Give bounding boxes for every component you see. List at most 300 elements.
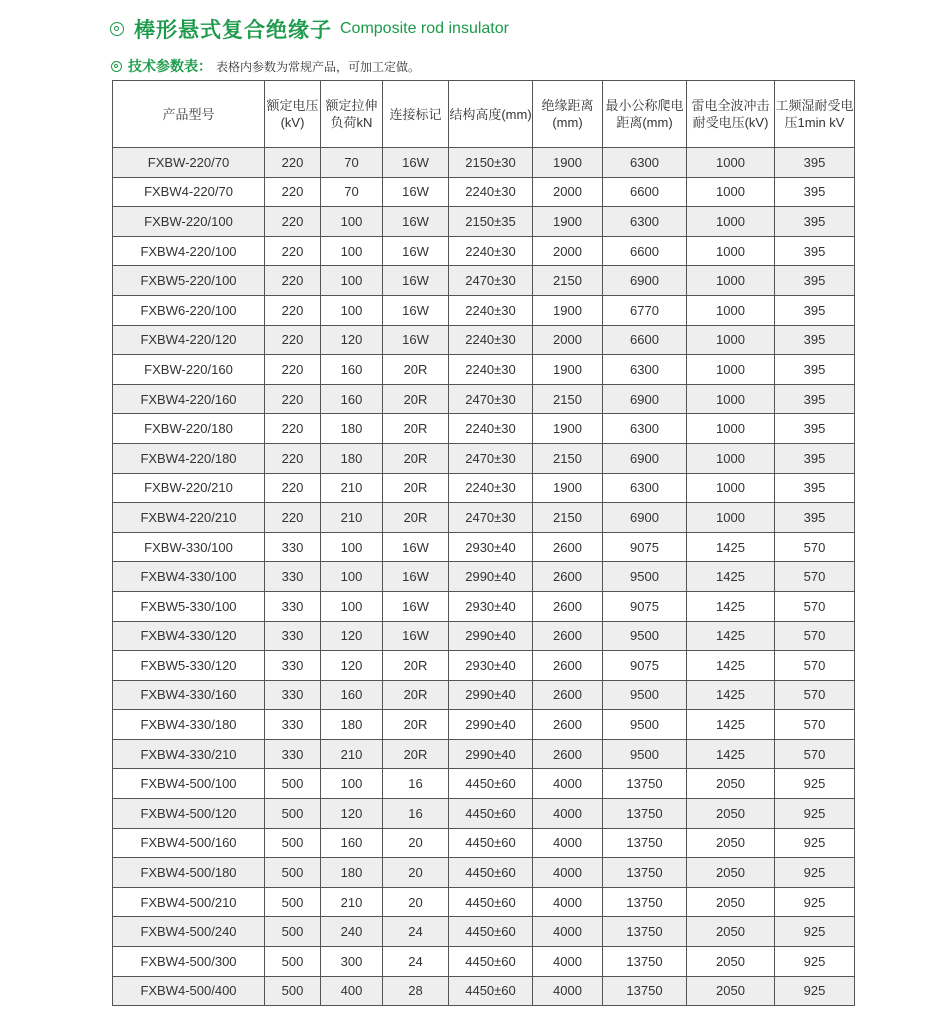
table-cell: 6600: [603, 177, 687, 207]
table-cell: 28: [383, 976, 449, 1006]
table-row: [113, 443, 855, 473]
table-cell: 20R: [383, 710, 449, 740]
table-cell: FXBW-220/100: [113, 207, 265, 237]
table-cell: 20R: [383, 355, 449, 385]
table-cell: 395: [775, 384, 855, 414]
table-cell: 2000: [533, 236, 603, 266]
table-cell: 2470±30: [449, 266, 533, 296]
table-cell: 20R: [383, 414, 449, 444]
table-cell: 100: [321, 769, 383, 799]
table-cell: 220: [265, 355, 321, 385]
table-cell: 1425: [687, 680, 775, 710]
table-cell: 925: [775, 887, 855, 917]
table-cell: 2150: [533, 443, 603, 473]
table-cell: 4450±60: [449, 858, 533, 888]
table-cell: 180: [321, 414, 383, 444]
table-cell: 6600: [603, 325, 687, 355]
table-cell: 2050: [687, 947, 775, 977]
table-cell: 4000: [533, 887, 603, 917]
table-cell: 6300: [603, 207, 687, 237]
table-cell: 20R: [383, 473, 449, 503]
table-cell: 16W: [383, 207, 449, 237]
table-cell: 16W: [383, 148, 449, 178]
table-cell: 1000: [687, 266, 775, 296]
table-cell: 2990±40: [449, 621, 533, 651]
table-cell: FXBW4-220/100: [113, 236, 265, 266]
table-cell: 4000: [533, 828, 603, 858]
table-cell: 20R: [383, 680, 449, 710]
table-row: [113, 680, 855, 710]
table-row: [113, 947, 855, 977]
table-cell: 220: [265, 177, 321, 207]
section-note: 表格内参数为常规产品，可加工定做。: [216, 59, 421, 74]
table-cell: 16W: [383, 325, 449, 355]
table-cell: 2600: [533, 710, 603, 740]
table-cell: FXBW6-220/100: [113, 295, 265, 325]
table-cell: 6300: [603, 414, 687, 444]
table-cell: 160: [321, 828, 383, 858]
table-cell: 500: [265, 976, 321, 1006]
table-cell: 2050: [687, 799, 775, 829]
table-cell: 2990±40: [449, 739, 533, 769]
table-cell: FXBW4-500/100: [113, 769, 265, 799]
table-cell: 2600: [533, 621, 603, 651]
table-cell: 1000: [687, 414, 775, 444]
table-row: [113, 207, 855, 237]
table-cell: 4000: [533, 976, 603, 1006]
table-cell: 210: [321, 887, 383, 917]
table-cell: 13750: [603, 858, 687, 888]
table-cell: 2000: [533, 177, 603, 207]
table-cell: 395: [775, 266, 855, 296]
table-cell: 13750: [603, 799, 687, 829]
title-english: Composite rod insulator: [340, 20, 509, 37]
table-cell: 220: [265, 148, 321, 178]
table-cell: 570: [775, 739, 855, 769]
table-cell: 220: [265, 325, 321, 355]
table-cell: FXBW-220/180: [113, 414, 265, 444]
table-cell: 330: [265, 591, 321, 621]
table-cell: 330: [265, 651, 321, 681]
table-cell: 925: [775, 858, 855, 888]
table-cell: 100: [321, 266, 383, 296]
table-row: [113, 177, 855, 207]
table-cell: 2050: [687, 858, 775, 888]
table-cell: 1900: [533, 148, 603, 178]
table-cell: 6300: [603, 355, 687, 385]
table-row: [113, 887, 855, 917]
table-cell: 925: [775, 828, 855, 858]
table-cell: 1000: [687, 207, 775, 237]
table-row: [113, 976, 855, 1006]
table-cell: 220: [265, 443, 321, 473]
table-cell: 20R: [383, 443, 449, 473]
table-row: [113, 236, 855, 266]
table-cell: 4450±60: [449, 947, 533, 977]
column-header: 最小公称爬电距离(mm): [603, 81, 687, 148]
table-cell: FXBW5-220/100: [113, 266, 265, 296]
section-heading: [111, 56, 420, 76]
table-cell: 100: [321, 236, 383, 266]
table-cell: 500: [265, 828, 321, 858]
table-cell: 16W: [383, 177, 449, 207]
table-cell: 20R: [383, 739, 449, 769]
table-cell: FXBW4-500/210: [113, 887, 265, 917]
column-header: 雷电全波冲击耐受电压(kV): [687, 81, 775, 148]
table-cell: 570: [775, 680, 855, 710]
table-cell: FXBW4-500/240: [113, 917, 265, 947]
table-cell: 160: [321, 384, 383, 414]
table-cell: 13750: [603, 769, 687, 799]
table-cell: 330: [265, 532, 321, 562]
table-row: [113, 710, 855, 740]
table-cell: 9500: [603, 680, 687, 710]
table-cell: 6900: [603, 443, 687, 473]
table-cell: 4450±60: [449, 976, 533, 1006]
title-chinese: 棒形悬式复合绝缘子: [134, 18, 332, 42]
table-cell: 210: [321, 739, 383, 769]
table-cell: 16: [383, 799, 449, 829]
table-cell: 120: [321, 325, 383, 355]
table-cell: 6300: [603, 473, 687, 503]
table-cell: 6900: [603, 266, 687, 296]
table-cell: 120: [321, 621, 383, 651]
table-cell: 9075: [603, 591, 687, 621]
table-cell: 16: [383, 769, 449, 799]
table-row: [113, 799, 855, 829]
table-cell: 395: [775, 207, 855, 237]
table-cell: 16W: [383, 621, 449, 651]
table-row: [113, 917, 855, 947]
table-cell: 100: [321, 532, 383, 562]
table-row: [113, 473, 855, 503]
table-row: [113, 858, 855, 888]
table-cell: 570: [775, 651, 855, 681]
table-cell: 1900: [533, 414, 603, 444]
table-cell: 20: [383, 858, 449, 888]
table-cell: 2240±30: [449, 473, 533, 503]
table-cell: 13750: [603, 947, 687, 977]
table-cell: 1425: [687, 651, 775, 681]
table-cell: 500: [265, 887, 321, 917]
table-cell: 925: [775, 769, 855, 799]
table-cell: FXBW-330/100: [113, 532, 265, 562]
table-cell: 20R: [383, 503, 449, 533]
table-cell: 2240±30: [449, 236, 533, 266]
table-cell: 16W: [383, 295, 449, 325]
table-cell: 2470±30: [449, 443, 533, 473]
table-cell: 395: [775, 355, 855, 385]
table-cell: 2930±40: [449, 591, 533, 621]
table-cell: FXBW4-330/180: [113, 710, 265, 740]
table-cell: FXBW4-330/120: [113, 621, 265, 651]
circle-bullet-icon: [111, 61, 122, 72]
table-cell: 570: [775, 621, 855, 651]
table-cell: 1000: [687, 236, 775, 266]
table-cell: FXBW4-330/160: [113, 680, 265, 710]
table-cell: 100: [321, 207, 383, 237]
table-body: [113, 148, 855, 1006]
table-row: [113, 384, 855, 414]
table-cell: 4450±60: [449, 828, 533, 858]
table-cell: 180: [321, 710, 383, 740]
table-cell: 4000: [533, 947, 603, 977]
table-cell: 240: [321, 917, 383, 947]
table-header: [113, 81, 855, 148]
table-cell: 925: [775, 799, 855, 829]
table-row: [113, 651, 855, 681]
table-cell: 1425: [687, 710, 775, 740]
table-cell: 395: [775, 236, 855, 266]
table-cell: 395: [775, 177, 855, 207]
table-cell: 4000: [533, 858, 603, 888]
table-cell: 16W: [383, 236, 449, 266]
table-cell: FXBW5-330/100: [113, 591, 265, 621]
table-cell: 16W: [383, 266, 449, 296]
column-header: 额定拉伸负荷kN: [321, 81, 383, 148]
table-cell: 13750: [603, 828, 687, 858]
table-cell: 2600: [533, 680, 603, 710]
table-row: [113, 739, 855, 769]
table-cell: FXBW4-500/120: [113, 799, 265, 829]
table-cell: 180: [321, 858, 383, 888]
table-cell: 9500: [603, 710, 687, 740]
table-cell: 395: [775, 325, 855, 355]
table-cell: 70: [321, 177, 383, 207]
table-cell: 2150: [533, 266, 603, 296]
table-cell: 1000: [687, 384, 775, 414]
table-cell: 210: [321, 473, 383, 503]
table-row: [113, 355, 855, 385]
table-cell: 6900: [603, 384, 687, 414]
table-cell: 395: [775, 295, 855, 325]
table-cell: 2990±40: [449, 562, 533, 592]
table-cell: FXBW5-330/120: [113, 651, 265, 681]
table-row: [113, 769, 855, 799]
table-cell: 1425: [687, 739, 775, 769]
table-cell: 6600: [603, 236, 687, 266]
table-cell: 120: [321, 651, 383, 681]
table-cell: 13750: [603, 887, 687, 917]
table-cell: FXBW4-330/210: [113, 739, 265, 769]
table-cell: 9500: [603, 621, 687, 651]
table-cell: FXBW4-330/100: [113, 562, 265, 592]
table-cell: 220: [265, 236, 321, 266]
table-cell: 2150: [533, 503, 603, 533]
table-row: [113, 148, 855, 178]
table-cell: 4000: [533, 917, 603, 947]
table-cell: 330: [265, 680, 321, 710]
table-cell: 2470±30: [449, 503, 533, 533]
table-cell: 2600: [533, 651, 603, 681]
table-cell: FXBW-220/70: [113, 148, 265, 178]
table-cell: FXBW4-220/70: [113, 177, 265, 207]
table-cell: 1000: [687, 355, 775, 385]
table-cell: FXBW-220/210: [113, 473, 265, 503]
table-cell: 2050: [687, 828, 775, 858]
table-cell: FXBW4-220/120: [113, 325, 265, 355]
table-cell: 220: [265, 473, 321, 503]
table-cell: FXBW-220/160: [113, 355, 265, 385]
table-cell: 2930±40: [449, 651, 533, 681]
table-cell: 220: [265, 207, 321, 237]
table-cell: 2240±30: [449, 177, 533, 207]
table-cell: 500: [265, 799, 321, 829]
table-cell: 400: [321, 976, 383, 1006]
table-cell: FXBW4-500/180: [113, 858, 265, 888]
table-cell: 4450±60: [449, 769, 533, 799]
table-cell: 2050: [687, 887, 775, 917]
table-row: [113, 828, 855, 858]
table-cell: 9500: [603, 562, 687, 592]
table-cell: 1425: [687, 621, 775, 651]
table-cell: 570: [775, 562, 855, 592]
table-cell: 220: [265, 503, 321, 533]
table-cell: 1425: [687, 532, 775, 562]
table-cell: 120: [321, 799, 383, 829]
table-cell: 9075: [603, 651, 687, 681]
table-header-row: [113, 81, 855, 148]
table-cell: FXBW4-220/180: [113, 443, 265, 473]
table-cell: 1900: [533, 295, 603, 325]
table-cell: 160: [321, 355, 383, 385]
table-cell: 100: [321, 295, 383, 325]
table-cell: 500: [265, 917, 321, 947]
table-row: [113, 591, 855, 621]
table-cell: 330: [265, 710, 321, 740]
table-cell: 70: [321, 148, 383, 178]
table-cell: 500: [265, 947, 321, 977]
table-cell: 395: [775, 414, 855, 444]
table-cell: 2930±40: [449, 532, 533, 562]
table-cell: 220: [265, 295, 321, 325]
table-row: [113, 325, 855, 355]
table-cell: 1000: [687, 443, 775, 473]
table-cell: 220: [265, 414, 321, 444]
spec-table: [112, 80, 855, 1006]
table-cell: 2470±30: [449, 384, 533, 414]
table-cell: 1000: [687, 295, 775, 325]
table-cell: 9500: [603, 739, 687, 769]
table-row: [113, 562, 855, 592]
column-header: 绝缘距离(mm): [533, 81, 603, 148]
table-row: [113, 295, 855, 325]
table-cell: 2240±30: [449, 414, 533, 444]
table-cell: 16W: [383, 591, 449, 621]
column-header: 工频湿耐受电压1min kV: [775, 81, 855, 148]
table-cell: 13750: [603, 917, 687, 947]
table-cell: 1425: [687, 591, 775, 621]
table-cell: 4450±60: [449, 887, 533, 917]
table-cell: 2150±30: [449, 148, 533, 178]
column-header: 产品型号: [113, 81, 265, 148]
table-cell: 1900: [533, 207, 603, 237]
table-cell: 2050: [687, 917, 775, 947]
table-cell: 1425: [687, 562, 775, 592]
table-cell: FXBW4-500/400: [113, 976, 265, 1006]
table-cell: 1900: [533, 355, 603, 385]
table-cell: 160: [321, 680, 383, 710]
table-cell: FXBW4-220/160: [113, 384, 265, 414]
table-row: [113, 621, 855, 651]
table-cell: 1000: [687, 503, 775, 533]
table-cell: 2990±40: [449, 710, 533, 740]
table-cell: 2150: [533, 384, 603, 414]
table-cell: 16W: [383, 562, 449, 592]
table-cell: 395: [775, 473, 855, 503]
table-cell: 330: [265, 621, 321, 651]
table-cell: 395: [775, 148, 855, 178]
table-cell: FXBW4-500/300: [113, 947, 265, 977]
column-header: 结构高度(mm): [449, 81, 533, 148]
table-cell: 2600: [533, 739, 603, 769]
page-title: [110, 14, 509, 44]
column-header: 连接标记: [383, 81, 449, 148]
table-cell: 925: [775, 947, 855, 977]
table-cell: 2000: [533, 325, 603, 355]
table-cell: 20: [383, 887, 449, 917]
table-cell: FXBW4-220/210: [113, 503, 265, 533]
table-cell: 4450±60: [449, 799, 533, 829]
column-header: 额定电压(kV): [265, 81, 321, 148]
table-cell: 570: [775, 710, 855, 740]
table-cell: 4000: [533, 799, 603, 829]
table-cell: 300: [321, 947, 383, 977]
table-cell: 570: [775, 532, 855, 562]
table-cell: 24: [383, 917, 449, 947]
table-cell: 500: [265, 769, 321, 799]
table-cell: 20R: [383, 651, 449, 681]
table-cell: 2050: [687, 976, 775, 1006]
table-cell: 100: [321, 591, 383, 621]
table-cell: 6300: [603, 148, 687, 178]
table-cell: 2600: [533, 532, 603, 562]
table-cell: 1000: [687, 473, 775, 503]
table-cell: 1000: [687, 325, 775, 355]
table-row: [113, 414, 855, 444]
table-cell: 500: [265, 858, 321, 888]
table-cell: 2600: [533, 562, 603, 592]
table-cell: 2990±40: [449, 680, 533, 710]
table-cell: 395: [775, 443, 855, 473]
table-row: [113, 503, 855, 533]
table-cell: 4450±60: [449, 917, 533, 947]
table-cell: 1900: [533, 473, 603, 503]
table-cell: 13750: [603, 976, 687, 1006]
table-cell: 210: [321, 503, 383, 533]
table-cell: 2150±35: [449, 207, 533, 237]
table-cell: 1000: [687, 177, 775, 207]
table-cell: 1000: [687, 148, 775, 178]
table-cell: 6770: [603, 295, 687, 325]
table-cell: 20: [383, 828, 449, 858]
table-cell: 24: [383, 947, 449, 977]
circle-bullet-icon: [110, 22, 124, 36]
table-cell: 4000: [533, 769, 603, 799]
table-cell: 925: [775, 917, 855, 947]
table-cell: 2240±30: [449, 355, 533, 385]
table-cell: 395: [775, 503, 855, 533]
table-cell: FXBW4-500/160: [113, 828, 265, 858]
table-cell: 220: [265, 384, 321, 414]
table-cell: 9075: [603, 532, 687, 562]
table-cell: 2050: [687, 769, 775, 799]
table-cell: 20R: [383, 384, 449, 414]
table-row: [113, 532, 855, 562]
section-label: 技术参数表：: [128, 59, 212, 75]
table-cell: 100: [321, 562, 383, 592]
table-cell: 6900: [603, 503, 687, 533]
